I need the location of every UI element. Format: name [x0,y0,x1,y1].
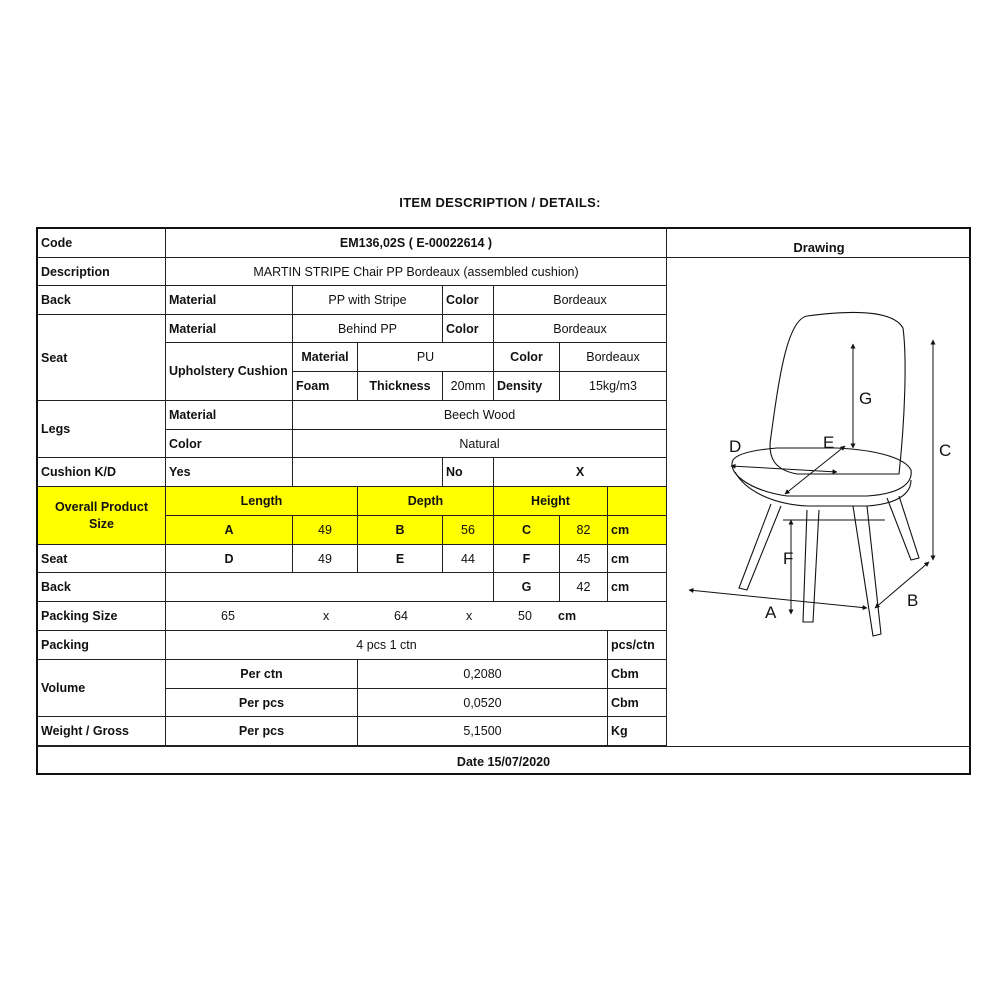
seat-material: Behind PP [293,315,443,343]
packing-x1: x [323,609,330,623]
packing-unit: pcs/ctn [608,631,667,660]
page-title: ITEM DESCRIPTION / DETAILS: [399,195,601,210]
overall-unit: cm [608,516,667,545]
dim-g-letter: G [494,573,560,602]
seat-material-label: Material [166,315,293,343]
dim-f-value: 45 [560,545,608,573]
drawing-label-e: E [823,433,835,452]
dim-c-value: 82 [560,516,608,545]
foam-label: Foam [293,372,358,401]
legs-color: Natural [293,430,667,458]
drawing-label-g: G [859,389,873,408]
back-size-unit: cm [608,573,667,602]
packing-size-unit: cm [558,609,577,623]
length-header: Length [166,487,358,516]
volume-per-ctn-unit: Cbm [608,660,667,689]
dim-d-letter: D [166,545,293,573]
chair-outline [732,312,919,636]
overall-blank [608,487,667,516]
dim-e-value: 44 [443,545,494,573]
dim-b-value: 56 [443,516,494,545]
packing-width: 64 [394,609,408,623]
chair-drawing-svg [667,258,971,746]
legs-material-label: Material [166,401,293,430]
code-label: Code [38,229,166,258]
height-header: Height [494,487,608,516]
seat-color-label: Color [443,315,494,343]
density-value: 15kg/m3 [560,372,667,401]
thickness-label: Thickness [358,372,443,401]
packing-size-label: Packing Size [38,602,166,631]
legs-material: Beech Wood [293,401,667,430]
volume-per-pcs: 0,0520 [358,689,608,717]
back-material: PP with Stripe [293,286,443,315]
drawing-label-d: D [729,437,742,456]
back-size-label: Back [38,573,166,602]
density-label: Density [494,372,560,401]
back-size-blank [166,573,494,602]
upholstery-material: PU [358,343,494,372]
code-value: EM136,02S ( E-00022614 ) [166,229,667,258]
cushion-kd-label: Cushion K/D [38,458,166,487]
legs-color-label: Color [166,430,293,458]
packing-length: 65 [221,609,235,623]
description-value: MARTIN STRIPE Chair PP Bordeaux (assembled cushion) [166,258,667,286]
weight-unit: Kg [608,717,667,746]
packing-height: 50 [518,609,532,623]
upholstery-color: Bordeaux [560,343,667,372]
packing-size-row [166,602,667,631]
cushion-no: No [443,458,494,487]
spec-sheet [36,227,971,775]
dim-a-letter: A [166,516,293,545]
depth-header: Depth [358,487,494,516]
packing-x2: x [466,609,473,623]
thickness-value: 20mm [443,372,494,401]
seat-size-unit: cm [608,545,667,573]
dim-e-letter: E [358,545,443,573]
upholstery-label: Upholstery Cushion [166,343,293,401]
dimension-lines [689,340,933,614]
dim-c-letter: C [494,516,560,545]
back-color-label: Color [443,286,494,315]
dim-b-letter: B [358,516,443,545]
date-footer: Date 15/07/2020 [38,746,969,776]
volume-per-pcs-unit: Cbm [608,689,667,717]
drawing-label-b: B [907,591,919,610]
volume-per-pcs-label: Per pcs [166,689,358,717]
dim-a-value: 49 [293,516,358,545]
seat-color: Bordeaux [494,315,667,343]
back-label: Back [38,286,166,315]
volume-per-ctn-label: Per ctn [166,660,358,689]
overall-size-label: Overall Product Size [38,487,166,545]
description-label: Description [38,258,166,286]
upholstery-material-label: Material [293,343,358,372]
seat-size-label: Seat [38,545,166,573]
back-material-label: Material [166,286,293,315]
upholstery-color-label: Color [494,343,560,372]
drawing-label-a: A [765,603,777,622]
drawing-label-c: C [939,441,952,460]
weight-per-pcs-label: Per pcs [166,717,358,746]
cushion-yes: Yes [166,458,293,487]
packing-value: 4 pcs 1 ctn [166,631,608,660]
dim-d-value: 49 [293,545,358,573]
back-color: Bordeaux [494,286,667,315]
packing-label: Packing [38,631,166,660]
seat-label: Seat [38,315,166,401]
drawing-label-f: F [783,549,794,568]
legs-label: Legs [38,401,166,458]
cushion-no-mark: X [494,458,667,487]
dim-g-value: 42 [560,573,608,602]
dim-f-letter: F [494,545,560,573]
weight-value: 5,1500 [358,717,608,746]
volume-per-ctn: 0,2080 [358,660,608,689]
drawing-header: Drawing [667,229,971,258]
chair-drawing [667,258,971,746]
cushion-yes-mark [293,458,443,487]
weight-label: Weight / Gross [38,717,166,746]
volume-label: Volume [38,660,166,717]
